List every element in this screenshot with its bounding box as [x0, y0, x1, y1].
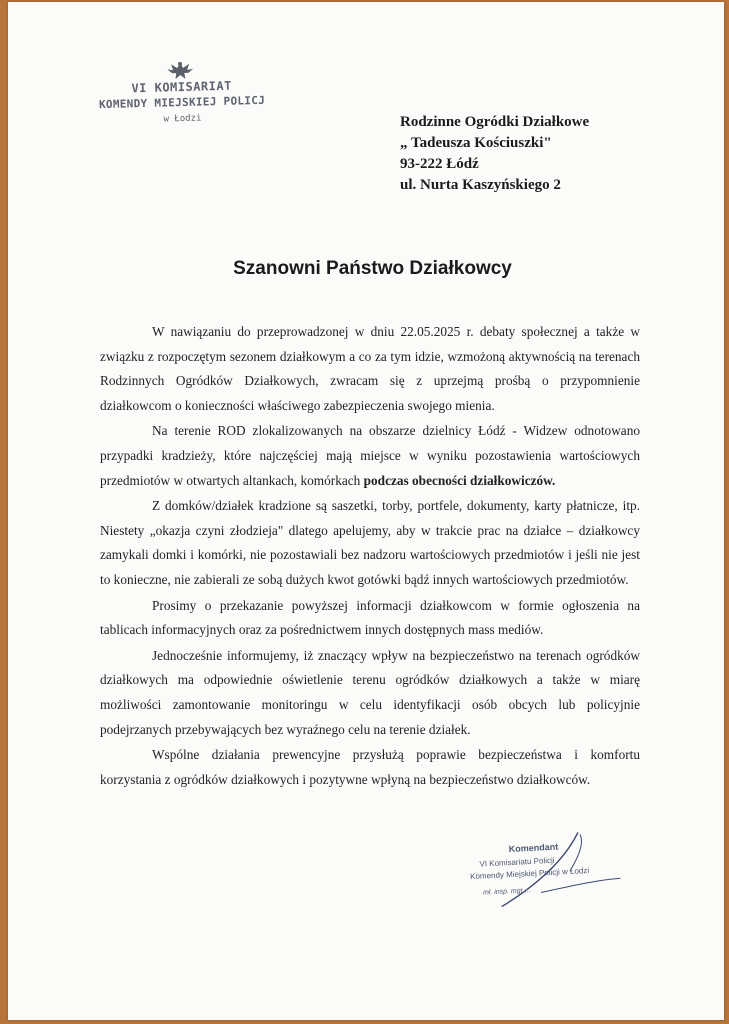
stamp-line-3: w Łodzi — [163, 113, 202, 125]
handwritten-signature-icon — [468, 828, 632, 916]
letter-body — [100, 320, 640, 792]
signature-line-3: Komendy Miejskiej Policji w Łodzi — [469, 865, 590, 882]
signature-stamp — [468, 828, 632, 916]
paragraph-4: Prosimy o przekazanie powyższej informacji działkowcom w formie ogłoszenia na tablicach informacyjnych oraz za pośrednictwem innych dostępnych mass mediów. — [100, 597, 640, 638]
letter-heading: Szanowni Państwo Działkowcy — [233, 258, 512, 279]
recipient-line-4: ul. Nurta Kaszyńskiego 2 — [400, 177, 561, 193]
signature-line-4: mł. insp. mgr ... — [482, 887, 531, 897]
recipient-address — [400, 112, 700, 196]
police-stamp — [81, 57, 283, 142]
signature-line-2: VI Komisariatu Policji — [479, 855, 555, 869]
stamp-line-1: VI KOMISARIAT — [131, 78, 233, 96]
paragraph-5: Jednocześnie informujemy, iż znaczący wpływ na bezpieczeństwo na terenach ogródków działkowych ma odpowiednie oświetlenie terenu ogródków działkowych a także w miarę możliwości zamontowanie monitoringu w celu identyfikacji osób obcych lub policyjnie podejrzanych przebywających bez wyraźnego celu na terenie działek. — [100, 647, 640, 737]
recipient-line-1: Rodzinne Ogródki Działkowe — [400, 114, 590, 130]
paragraph-2 — [100, 419, 640, 493]
paragraph-1: W nawiązaniu do przeprowadzonej w dniu 22.05.2025 r. debaty społecznej a także w związku z rozpoczętym sezonem działkowym a co za tym idzie, wzmożoną aktywnością na terenach Rodzinnych Ogródków Działkowych, zwracam się z uprzejmą prośbą o przypomnienie działkowcom o konieczności właściwego zabezpieczenia swojego mienia. — [100, 324, 640, 413]
paragraph-3: Z domków/działek kradzione są saszetki, torby, portfele, dokumenty, karty płatnicze, itp. Niestety „okazja czyni złodzieja" dlatego apelujemy, aby w trakcie prac na działce – działkowcy zamykali domki i komórki, nie pozostawiali bez nadzoru wartościowych przedmiotów i jeśli nie jest to konieczne, nie zabierali ze sobą dużych kwot gotówki bądź innych wartościowych przedmiotów. — [100, 498, 640, 587]
recipient-line-3: 93-222 Łódź — [400, 156, 479, 172]
signature-line-1: Komendant — [508, 841, 559, 855]
stamp-line-2: KOMENDY MIEJSKIEJ POLICJ — [98, 93, 266, 112]
paragraph-2-bold: podczas obecności działkowiczów. — [363, 472, 556, 488]
paragraph-6: Wspólne działania prewencyjne przysłużą poprawie bezpieczeństwa i komfortu korzystania z ogródków działkowych i pozytywne wpłyną na bezpieczeństwo działkowców. — [100, 747, 640, 787]
recipient-line-2: „ Tadeusza Kościuszki" — [400, 135, 552, 151]
paragraph-2-text: Na terenie ROD zlokalizowanych na obszarze dzielnicy Łódź - Widzew odnotowano przypadki kradzieży, które najczęściej mają miejsce w wyniku pozostawienia wartościowych przedmiotów w otwartych altankach, komórkach — [100, 423, 640, 488]
